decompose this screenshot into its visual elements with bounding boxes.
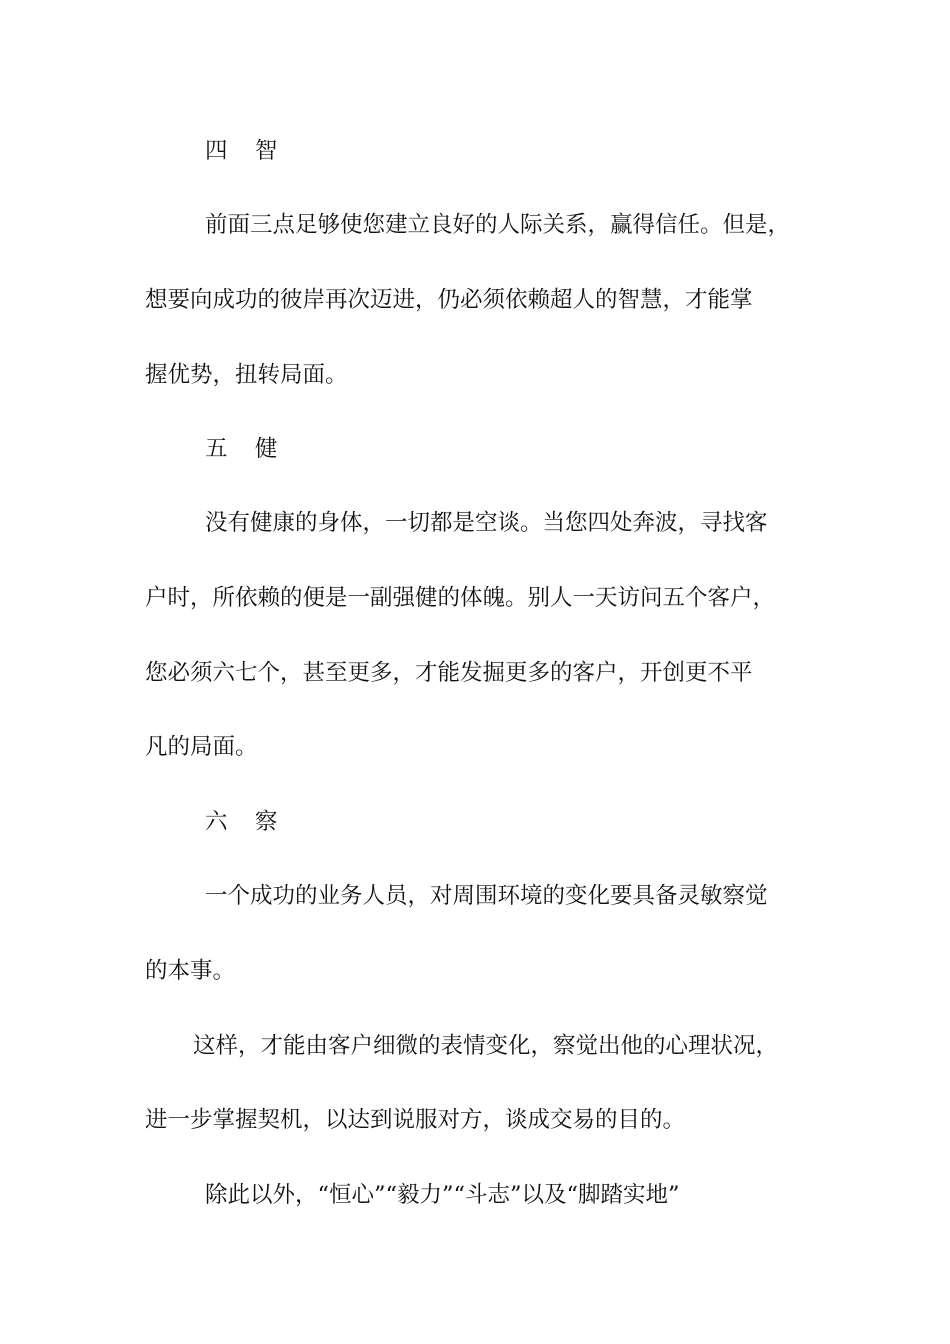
section-heading-wisdom: 四 智 (205, 138, 288, 164)
paragraph-line: 没有健康的身体，一切都是空谈。当您四处奔波，寻找客 (205, 510, 768, 536)
paragraph-line: 的本事。 (145, 958, 236, 984)
paragraph-line: 户时，所依赖的便是一副强健的体魄。别人一天访问五个客户， (145, 585, 776, 611)
paragraph-line: 前面三点足够使您建立良好的人际关系，赢得信任。但是， (205, 212, 791, 238)
paragraph-line: 一个成功的业务人员，对周围环境的变化要具备灵敏察觉 (205, 883, 768, 909)
paragraph-line: 想要向成功的彼岸再次迈进，仍必须依赖超人的智慧，才能掌 (145, 287, 753, 313)
section-heading-health: 五 健 (205, 436, 288, 462)
section-heading-observation: 六 察 (205, 809, 288, 835)
paragraph-line: 除此以外，“恒心”“毅力”“斗志”以及“脚踏实地” (205, 1182, 680, 1208)
paragraph-line: 凡的局面。 (145, 734, 258, 760)
paragraph-line: 进一步掌握契机，以达到说服对方，谈成交易的目的。 (145, 1107, 686, 1133)
paragraph-line: 您必须六七个，甚至更多，才能发掘更多的客户，开创更不平 (145, 660, 753, 686)
paragraph-line: 握优势，扭转局面。 (145, 362, 348, 388)
paragraph-line: 这样，才能由客户细微的表情变化，察觉出他的心理状况， (193, 1033, 779, 1059)
